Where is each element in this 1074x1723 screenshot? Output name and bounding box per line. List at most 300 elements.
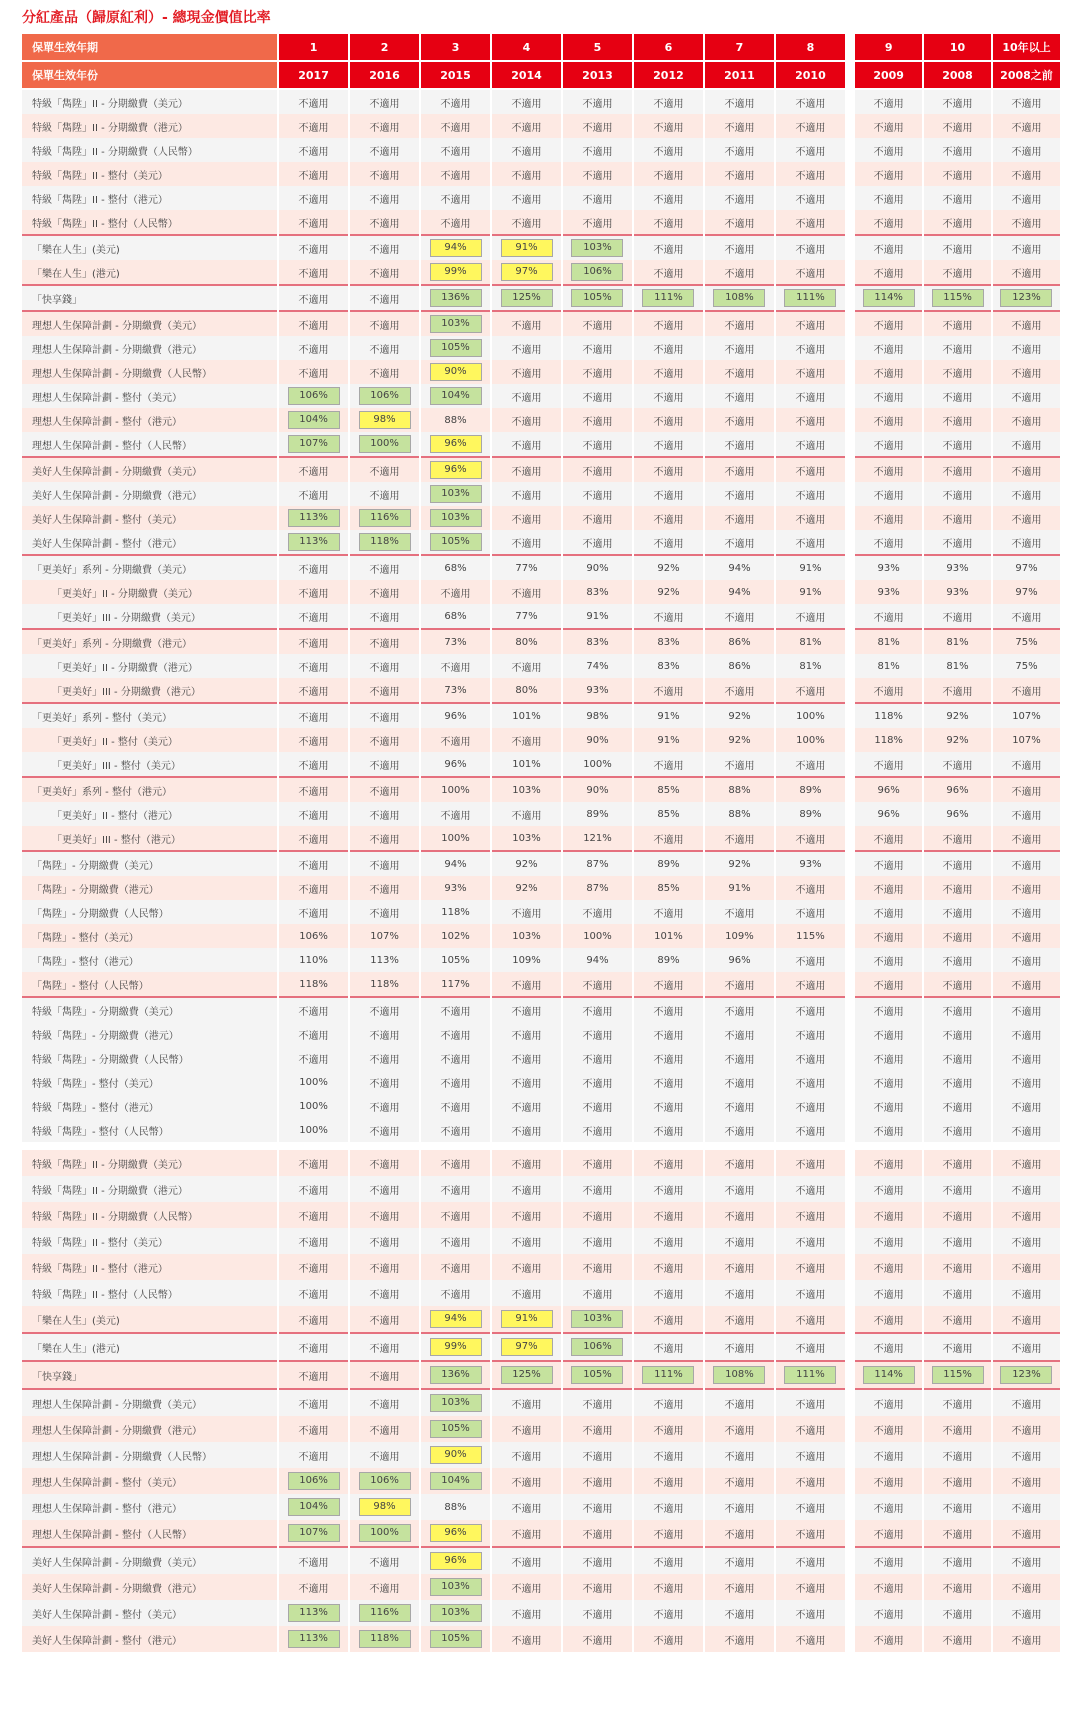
ratio-cell: 92% [492, 850, 561, 876]
ratio-cell: 不適用 [279, 1280, 348, 1306]
ratio-cell: 不適用 [279, 336, 348, 360]
ratio-cell: 不適用 [855, 1468, 922, 1494]
ratio-cell: 不適用 [563, 1228, 632, 1254]
ratio-cell: 不適用 [776, 1442, 845, 1468]
product-name: 理想人生保障計劃 - 分期繳費（港元） [22, 1416, 277, 1442]
ratio-cell: 不適用 [563, 996, 632, 1022]
ratio-cell: 不適用 [492, 360, 561, 384]
ratio-cell: 94% [705, 554, 774, 580]
ratio-cell: 不適用 [855, 1600, 922, 1626]
ratio-cell: 96% [855, 776, 922, 802]
ratio-cell: 不適用 [924, 162, 991, 186]
header-issue-year: 2011 [705, 62, 774, 90]
ratio-cell: 不適用 [855, 1494, 922, 1520]
ratio-cell: 100% [421, 776, 490, 802]
ratio-cell [350, 506, 419, 530]
ratio-cell: 不適用 [563, 1416, 632, 1442]
ratio-cell: 86% [705, 628, 774, 654]
ratio-cell: 不適用 [563, 1600, 632, 1626]
column-gap [847, 456, 853, 482]
table-row [22, 1416, 1060, 1442]
ratio-cell: 121% [563, 826, 632, 850]
table-row [22, 996, 1060, 1022]
ratio-cell: 92% [705, 850, 774, 876]
ratio-highlight-yellow: 96% [430, 1524, 482, 1542]
table-row [22, 408, 1060, 432]
header-issue-year: 2009 [855, 62, 922, 90]
ratio-cell: 不適用 [492, 482, 561, 506]
ratio-cell: 不適用 [855, 1070, 922, 1094]
ratio-cell: 不適用 [492, 384, 561, 408]
ratio-cell: 不適用 [776, 1094, 845, 1118]
table-row [22, 580, 1060, 604]
ratio-cell: 不適用 [563, 1254, 632, 1280]
ratio-cell: 不適用 [279, 850, 348, 876]
ratio-cell: 不適用 [705, 432, 774, 456]
ratio-highlight-yellow: 96% [430, 435, 482, 453]
ratio-cell: 93% [855, 580, 922, 604]
ratio-highlight-yellow: 91% [501, 239, 553, 257]
ratio-cell: 不適用 [350, 826, 419, 850]
ratio-cell: 94% [421, 850, 490, 876]
ratio-cell: 不適用 [279, 654, 348, 678]
ratio-highlight-green: 106% [571, 263, 623, 281]
ratio-cell: 不適用 [924, 384, 991, 408]
ratio-cell: 不適用 [924, 1306, 991, 1332]
ratio-cell: 不適用 [279, 826, 348, 850]
ratio-cell: 不適用 [421, 996, 490, 1022]
ratio-cell: 不適用 [924, 1070, 991, 1094]
ratio-cell: 不適用 [563, 1494, 632, 1520]
ratio-cell [421, 336, 490, 360]
ratio-cell: 不適用 [924, 506, 991, 530]
ratio-cell: 不適用 [350, 260, 419, 284]
ratio-cell: 不適用 [350, 1176, 419, 1202]
ratio-cell: 91% [705, 876, 774, 900]
ratio-highlight-green: 106% [288, 1472, 340, 1490]
ratio-cell: 101% [634, 924, 703, 948]
ratio-highlight-green: 100% [359, 1524, 411, 1542]
table-row [22, 554, 1060, 580]
ratio-cell: 不適用 [563, 1442, 632, 1468]
ratio-cell: 77% [492, 604, 561, 628]
ratio-cell: 91% [776, 554, 845, 580]
ratio-cell: 不適用 [993, 1388, 1060, 1416]
ratio-cell: 不適用 [924, 408, 991, 432]
ratio-cell: 不適用 [350, 900, 419, 924]
ratio-cell: 不適用 [776, 1254, 845, 1280]
ratio-highlight-green: 106% [359, 1472, 411, 1490]
table-row [22, 310, 1060, 336]
product-name: 理想人生保障計劃 - 分期繳費（美元） [22, 310, 277, 336]
ratio-cell: 不適用 [776, 506, 845, 530]
product-name: 「雋陞」- 整付（人民幣） [22, 972, 277, 996]
ratio-cell: 不適用 [855, 456, 922, 482]
ratio-cell: 不適用 [634, 1176, 703, 1202]
ratio-cell: 不適用 [350, 1070, 419, 1094]
ratio-cell: 不適用 [563, 310, 632, 336]
table-row [22, 924, 1060, 948]
ratio-cell: 不適用 [634, 1118, 703, 1142]
ratio-cell: 不適用 [279, 876, 348, 900]
header-year-in-force: 10 [924, 34, 991, 62]
ratio-cell: 不適用 [993, 802, 1060, 826]
ratio-cell: 100% [279, 1070, 348, 1094]
ratio-cell [924, 1360, 991, 1388]
product-name: 特級「雋陞」II - 整付（港元） [22, 1254, 277, 1280]
ratio-cell: 不適用 [634, 1046, 703, 1070]
ratio-cell: 不適用 [705, 1416, 774, 1442]
ratio-cell: 不適用 [350, 310, 419, 336]
ratio-cell: 不適用 [776, 530, 845, 554]
table-row [22, 210, 1060, 234]
ratio-cell: 不適用 [421, 186, 490, 210]
ratio-cell: 106% [279, 924, 348, 948]
ratio-cell: 不適用 [279, 360, 348, 384]
ratio-cell: 不適用 [492, 408, 561, 432]
table-row [22, 1202, 1060, 1228]
ratio-cell: 90% [563, 554, 632, 580]
table-header [22, 34, 1060, 90]
ratio-cell [279, 1626, 348, 1652]
ratio-cell: 不適用 [776, 1574, 845, 1600]
column-gap [847, 1442, 853, 1468]
ratio-cell: 不適用 [492, 456, 561, 482]
ratio-highlight-green: 105% [430, 1420, 482, 1438]
ratio-cell: 不適用 [924, 336, 991, 360]
product-name: 理想人生保障計劃 - 整付（美元） [22, 384, 277, 408]
ratio-cell: 不適用 [279, 1388, 348, 1416]
ratio-cell: 不適用 [421, 162, 490, 186]
ratio-cell: 不適用 [634, 186, 703, 210]
ratio-cell: 不適用 [993, 530, 1060, 554]
ratio-cell: 不適用 [492, 996, 561, 1022]
ratio-cell: 不適用 [421, 1202, 490, 1228]
ratio-cell [855, 284, 922, 310]
ratio-cell: 不適用 [993, 1574, 1060, 1600]
ratio-cell: 92% [634, 554, 703, 580]
ratio-cell: 103% [492, 924, 561, 948]
ratio-cell [350, 1600, 419, 1626]
ratio-cell: 不適用 [855, 506, 922, 530]
table-row [22, 702, 1060, 728]
ratio-cell: 不適用 [855, 408, 922, 432]
header-year-in-force: 4 [492, 34, 561, 62]
ratio-cell [421, 260, 490, 284]
ratio-cell: 不適用 [634, 384, 703, 408]
ratio-cell: 不適用 [855, 260, 922, 284]
ratio-cell [279, 384, 348, 408]
ratio-cell: 不適用 [492, 310, 561, 336]
ratio-cell: 不適用 [350, 654, 419, 678]
ratio-cell: 97% [993, 554, 1060, 580]
ratio-cell: 不適用 [705, 162, 774, 186]
ratio-cell: 81% [924, 628, 991, 654]
column-gap [847, 996, 853, 1022]
ratio-cell: 不適用 [350, 604, 419, 628]
table-row [22, 456, 1060, 482]
ratio-cell: 不適用 [492, 1468, 561, 1494]
ratio-cell: 不適用 [924, 996, 991, 1022]
ratio-cell: 不適用 [350, 360, 419, 384]
ratio-cell: 不適用 [776, 1280, 845, 1306]
column-gap [847, 114, 853, 138]
ratio-cell [421, 506, 490, 530]
ratio-cell: 88% [705, 802, 774, 826]
ratio-highlight-green: 103% [430, 315, 482, 333]
column-gap [847, 948, 853, 972]
ratio-cell: 不適用 [279, 728, 348, 752]
ratio-cell: 107% [350, 924, 419, 948]
ratio-cell [421, 1332, 490, 1360]
ratio-cell: 不適用 [492, 1228, 561, 1254]
table-row [22, 1228, 1060, 1254]
ratio-highlight-green: 113% [288, 509, 340, 527]
ratio-cell: 不適用 [634, 336, 703, 360]
column-gap [847, 384, 853, 408]
ratio-highlight-yellow: 97% [501, 1338, 553, 1356]
ratio-cell: 不適用 [492, 1416, 561, 1442]
ratio-cell: 83% [563, 628, 632, 654]
ratio-cell: 不適用 [563, 1626, 632, 1652]
ratio-cell: 73% [421, 628, 490, 654]
ratio-cell: 不適用 [421, 114, 490, 138]
ratio-cell: 118% [855, 702, 922, 728]
table-row [22, 1360, 1060, 1388]
page-title: 分紅產品（歸原紅利）- 總現金價值比率 [22, 10, 271, 26]
ratio-cell: 92% [924, 728, 991, 752]
header-issue-year: 2010 [776, 62, 845, 90]
ratio-cell: 不適用 [279, 310, 348, 336]
ratio-cell: 不適用 [855, 1626, 922, 1652]
ratio-cell: 不適用 [350, 1388, 419, 1416]
ratio-cell: 不適用 [279, 114, 348, 138]
ratio-cell: 不適用 [705, 678, 774, 702]
ratio-cell: 不適用 [776, 482, 845, 506]
ratio-cell: 不適用 [855, 900, 922, 924]
column-gap [847, 900, 853, 924]
table-row [22, 876, 1060, 900]
ratio-cell: 不適用 [855, 1150, 922, 1176]
ratio-cell: 不適用 [279, 138, 348, 162]
ratio-cell: 不適用 [492, 972, 561, 996]
ratio-cell [421, 1574, 490, 1600]
column-gap [847, 1306, 853, 1332]
product-name: 美好人生保障計劃 - 分期繳費（港元） [22, 1574, 277, 1600]
column-gap [847, 186, 853, 210]
product-name: 「更美好」III - 分期繳費（港元） [22, 678, 277, 702]
ratio-cell: 不適用 [279, 1360, 348, 1388]
ratio-cell: 不適用 [855, 996, 922, 1022]
ratio-cell: 不適用 [705, 1046, 774, 1070]
ratio-cell: 不適用 [279, 678, 348, 702]
ratio-cell [279, 1494, 348, 1520]
ratio-cell: 91% [776, 580, 845, 604]
ratio-cell: 68% [421, 554, 490, 580]
ratio-cell: 不適用 [492, 1442, 561, 1468]
ratio-cell: 不適用 [563, 1546, 632, 1574]
ratio-cell: 不適用 [634, 360, 703, 384]
ratio-cell: 不適用 [634, 1388, 703, 1416]
ratio-cell: 不適用 [924, 1626, 991, 1652]
ratio-cell: 不適用 [279, 234, 348, 260]
table-row [22, 826, 1060, 850]
ratio-cell: 94% [705, 580, 774, 604]
ratio-cell: 不適用 [924, 482, 991, 506]
column-gap [847, 310, 853, 336]
ratio-highlight-green: 103% [430, 509, 482, 527]
product-name: 美好人生保障計劃 - 整付（美元） [22, 1600, 277, 1626]
ratio-cell: 不適用 [350, 1360, 419, 1388]
table-row [22, 360, 1060, 384]
column-gap [847, 432, 853, 456]
ratio-cell [421, 384, 490, 408]
ratio-cell: 不適用 [705, 1494, 774, 1520]
ratio-cell: 不適用 [993, 1626, 1060, 1652]
ratio-cell: 85% [634, 776, 703, 802]
ratio-highlight-green: 118% [359, 533, 411, 551]
ratio-cell: 不適用 [563, 1520, 632, 1546]
header-issue-year: 2015 [421, 62, 490, 90]
ratio-cell [492, 234, 561, 260]
ratio-cell: 101% [492, 752, 561, 776]
ratio-cell: 不適用 [924, 752, 991, 776]
ratio-cell: 不適用 [705, 1332, 774, 1360]
table-row [22, 234, 1060, 260]
ratio-cell: 不適用 [705, 186, 774, 210]
column-gap [847, 90, 853, 114]
column-gap [847, 580, 853, 604]
ratio-cell: 不適用 [705, 408, 774, 432]
ratio-cell: 不適用 [634, 1494, 703, 1520]
ratio-cell: 不適用 [350, 1416, 419, 1442]
ratio-cell: 93% [776, 850, 845, 876]
ratio-cell: 不適用 [563, 384, 632, 408]
ratio-cell: 不適用 [924, 1494, 991, 1520]
ratio-cell: 109% [492, 948, 561, 972]
ratio-cell: 不適用 [924, 1094, 991, 1118]
column-gap [847, 1280, 853, 1306]
ratio-cell: 110% [279, 948, 348, 972]
header-year-in-force: 9 [855, 34, 922, 62]
ratio-cell: 88% [421, 1494, 490, 1520]
table-row [22, 1574, 1060, 1600]
ratio-cell: 92% [705, 728, 774, 752]
ratio-cell: 不適用 [350, 234, 419, 260]
ratio-cell: 不適用 [776, 1626, 845, 1652]
ratio-cell: 不適用 [421, 1228, 490, 1254]
ratio-highlight-green: 113% [288, 533, 340, 551]
product-name: 特級「雋陞」II - 整付（人民幣） [22, 210, 277, 234]
product-name: 「快享錢」 [22, 1360, 277, 1388]
ratio-cell [492, 1360, 561, 1388]
ratio-cell: 不適用 [279, 628, 348, 654]
ratio-cell: 不適用 [634, 530, 703, 554]
ratio-cell: 不適用 [924, 90, 991, 114]
column-gap [847, 628, 853, 654]
ratio-cell: 不適用 [776, 1306, 845, 1332]
ratio-cell: 不適用 [924, 826, 991, 850]
ratio-cell: 不適用 [350, 186, 419, 210]
ratio-cell: 不適用 [993, 210, 1060, 234]
ratio-cell: 不適用 [563, 162, 632, 186]
ratio-cell: 不適用 [855, 1176, 922, 1202]
ratio-cell [563, 260, 632, 284]
ratio-cell: 不適用 [993, 996, 1060, 1022]
ratio-cell: 87% [563, 876, 632, 900]
ratio-cell: 不適用 [776, 186, 845, 210]
ratio-cell: 不適用 [634, 138, 703, 162]
ratio-cell: 96% [705, 948, 774, 972]
ratio-cell: 不適用 [993, 678, 1060, 702]
ratio-cell: 不適用 [924, 604, 991, 628]
ratio-cell: 不適用 [421, 1176, 490, 1202]
product-name: 理想人生保障計劃 - 整付（港元） [22, 1494, 277, 1520]
ratio-cell: 不適用 [279, 284, 348, 310]
ratio-cell: 不適用 [993, 1118, 1060, 1142]
column-gap [847, 1546, 853, 1574]
ratio-cell [421, 482, 490, 506]
column-gap [847, 1022, 853, 1046]
ratio-cell: 不適用 [705, 1150, 774, 1176]
ratio-cell: 不適用 [993, 850, 1060, 876]
ratio-cell: 100% [279, 1094, 348, 1118]
ratio-cell: 不適用 [563, 1094, 632, 1118]
ratio-cell: 不適用 [776, 752, 845, 776]
table-body [22, 90, 1060, 1652]
ratio-cell [492, 1306, 561, 1332]
ratio-cell: 不適用 [924, 186, 991, 210]
ratio-cell [350, 1520, 419, 1546]
ratio-cell: 不適用 [563, 1070, 632, 1094]
ratio-cell: 不適用 [993, 138, 1060, 162]
ratio-cell: 90% [563, 776, 632, 802]
ratio-cell: 不適用 [492, 1574, 561, 1600]
ratio-cell: 不適用 [279, 186, 348, 210]
ratio-cell: 不適用 [993, 972, 1060, 996]
ratio-cell: 不適用 [350, 336, 419, 360]
ratio-cell: 不適用 [776, 1150, 845, 1176]
ratio-cell: 不適用 [855, 826, 922, 850]
product-name: 「更美好」III - 整付（港元） [22, 826, 277, 850]
column-gap [847, 1094, 853, 1118]
ratio-cell: 不適用 [563, 1118, 632, 1142]
column-gap [847, 678, 853, 702]
ratio-cell: 不適用 [350, 1306, 419, 1332]
table-row [22, 1280, 1060, 1306]
table-row [22, 506, 1060, 530]
ratio-cell: 不適用 [855, 948, 922, 972]
ratio-cell: 不適用 [350, 1094, 419, 1118]
ratio-cell: 不適用 [634, 1254, 703, 1280]
ratio-cell: 不適用 [924, 948, 991, 972]
ratio-cell: 不適用 [350, 1228, 419, 1254]
ratio-cell: 81% [776, 628, 845, 654]
ratio-cell: 不適用 [924, 260, 991, 284]
ratio-cell: 不適用 [492, 1046, 561, 1070]
ratio-cell: 不適用 [705, 1202, 774, 1228]
ratio-cell: 不適用 [634, 1306, 703, 1332]
ratio-cell: 不適用 [993, 1306, 1060, 1332]
ratio-cell: 不適用 [634, 1574, 703, 1600]
ratio-cell [993, 284, 1060, 310]
ratio-cell: 不適用 [924, 360, 991, 384]
ratio-highlight-green: 105% [430, 1630, 482, 1648]
ratio-cell: 不適用 [563, 90, 632, 114]
ratio-cell: 不適用 [634, 1070, 703, 1094]
ratio-cell: 不適用 [705, 506, 774, 530]
ratio-cell: 不適用 [705, 826, 774, 850]
